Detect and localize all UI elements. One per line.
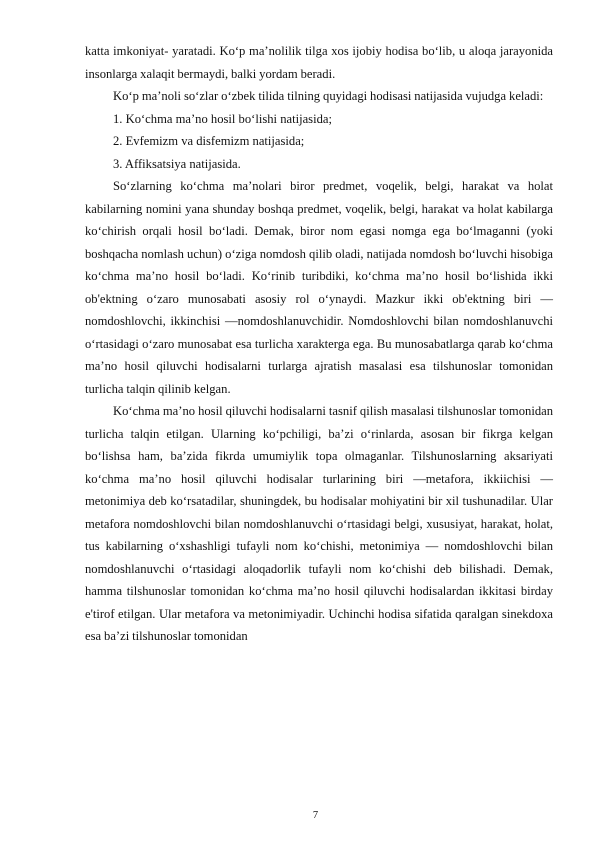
document-page	[85, 40, 553, 648]
page-number: 7	[312, 810, 319, 821]
paragraph-classification: Ko‘chma ma’no hosil qiluvchi hodisalarni tasnif qilish masalasi tilshunoslar tomonidan turlicha talqin etilgan. Ularning ko‘pchiligi, ba’zi o‘rinlarda, asosan bir fikrga kelgan bo‘lishsa ham, ba’zida fikrda umumiylik topa olmaganlar. Tilshunoslarning aksariyati ko‘chma ma’no hosil qiluvchi hodisalar turlarining biri —metafora, ikkiichisi — metonimiya deb ko‘rsatadilar, shuningdek, bu hodisalar mohiyatini bir xil tushunadilar. Ular metafora nomdoshlovchi bilan nomdoshlanuvchi o‘rtasidagi belgi, xususiyat, harakat, holat, tus kabilarning o‘xshashligi tufayli nom ko‘chishi, metonimiya — nomdoshlovchi bilan nomdoshlanuvchi o‘rtasidagi aloqadorlik tufayli nom ko‘chishi deb bilishadi. Demak, hamma tilshunoslar tomonidan ko‘chma ma’no hosil qiluvchi hodisalardan ikkitasi birday e'tirof etilgan. Ular metafora va metonimiyadir. Uchinchi hodisa sifatida qaralgan sinekdoxa esa ba’zi tilshunoslar tomonidan	[85, 404, 553, 643]
paragraph-figurative-meaning: So‘zlarning ko‘chma ma’nolari biror predmet, voqelik, belgi, harakat va holat kabilarning nomini yana shunday boshqa predmet, voqelik, belgi, harakat va holat kabilarga ko‘chirish orqali hosil bo‘ladi. Demak, biror nom egasi nomga ega bo‘lmaganni (yoki boshqacha nomlash uchun) o‘ziga nomdosh qilib oladi, natijada nomdosh bo‘luvchi hisobiga ko‘chma ma’no hosil bo‘ladi. Ko‘rinib turibdiki, ko‘chma ma’no hosil bo‘lishida ikki ob'ektning o‘zaro munosabati asosiy rol o‘ynaydi. Mazkur ikki ob'ektning biri —nomdoshlovchi, ikkinchisi —nomdoshlanuvchidir. Nomdoshlovchi bilan nomdoshlanuvchi o‘rtasidagi o‘zaro munosabat esa turlicha xarakterga ega. Bu munosabatlarga qarab ko‘chma ma’no hosil qiluvchi hodisalarni turlarga ajratish masalasi esa tilshunoslar tomonidan turlicha talqin qilinib kelgan.	[85, 179, 553, 396]
list-item-2: 2. Evfemizm va disfemizm natijasida;	[113, 134, 305, 148]
list-item-1: 1. Ko‘chma ma’no hosil bo‘lishi natijasida;	[113, 111, 332, 126]
list-item-3: 3. Affiksatsiya natijasida.	[113, 156, 241, 171]
paragraph-continuation: katta imkoniyat- yaratadi. Ko‘p ma’nolilik tilga xos ijobiy hodisa bo‘lib, u aloqa jarayonida insonlarga xalaqit bermaydi, balki yordam beradi.	[85, 44, 553, 81]
paragraph-intro: Ko‘p ma’noli so‘zlar o‘zbek tilida tilning quyidagi hodisasi natijasida vujudga keladi:	[113, 89, 544, 103]
